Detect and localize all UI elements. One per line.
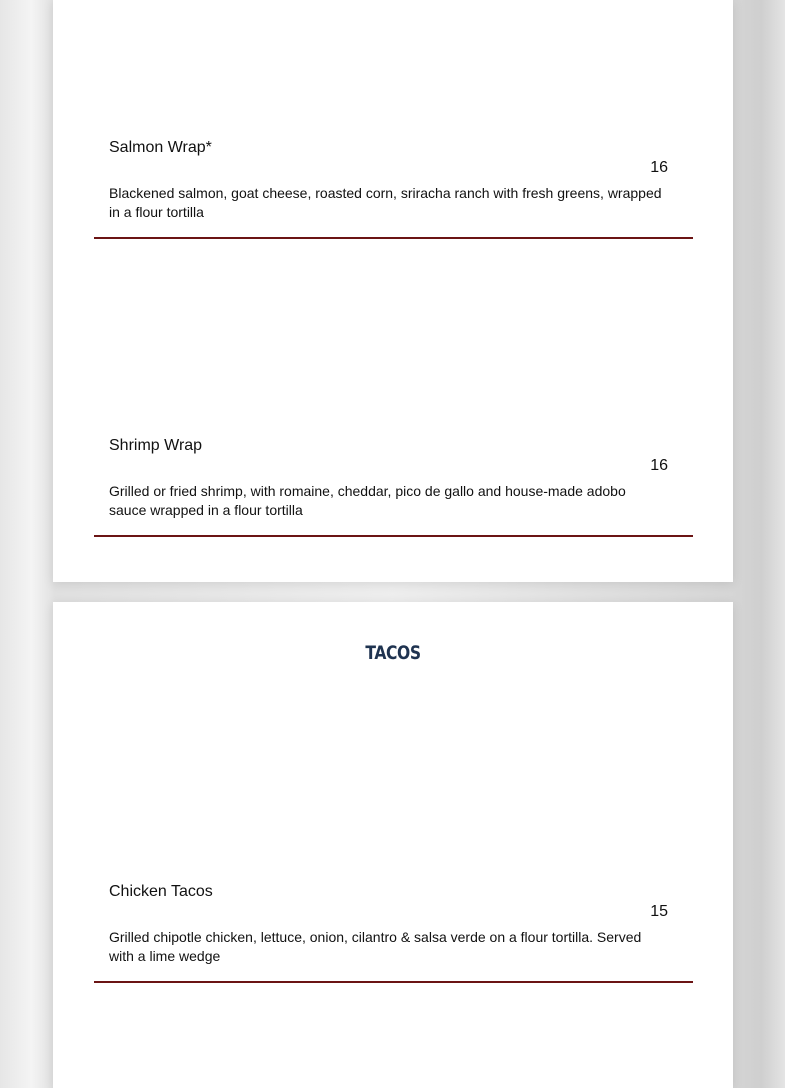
menu-item-price: 16 (650, 159, 668, 176)
menu-card-tacos (53, 602, 733, 1088)
menu-item-divider (94, 535, 693, 537)
menu-item-name: Salmon Wrap* (109, 139, 212, 156)
menu-item-divider (94, 237, 693, 239)
menu-item-price: 16 (650, 457, 668, 474)
menu-item-name: Shrimp Wrap (109, 437, 203, 454)
menu-item-description: Blackened salmon, goat cheese, roasted corn, sriracha ranch with fresh greens, wrapped in a flour tortilla (109, 185, 662, 220)
menu-card-wraps (53, 0, 733, 582)
menu-item-name: Chicken Tacos (109, 883, 213, 900)
menu-item-description: Grilled chipotle chicken, lettuce, onion, cilantro & salsa verde on a flour tortilla. Served with a lime wedge (109, 929, 642, 964)
menu-item-divider (94, 981, 693, 983)
menu-item-description: Grilled or fried shrimp, with romaine, cheddar, pico de gallo and house-made adobo sauce wrapped in a flour tortilla (109, 483, 626, 518)
menu-item-price: 15 (650, 903, 668, 920)
section-title: TACOS (365, 642, 421, 664)
